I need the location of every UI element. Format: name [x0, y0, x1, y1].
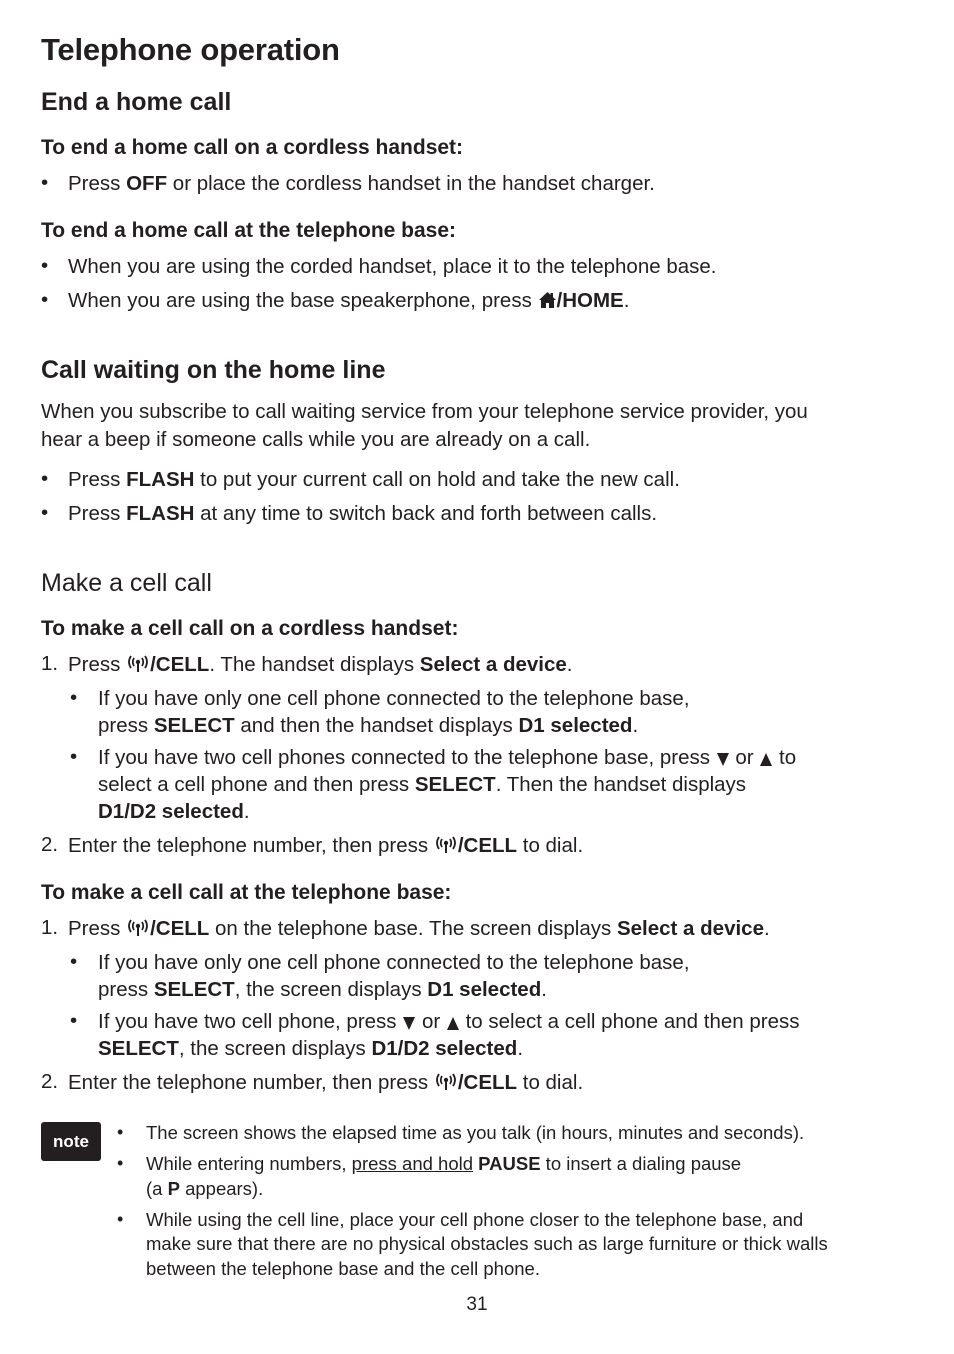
- subheading-end-base: To end a home call at the telephone base:: [41, 219, 457, 242]
- note-cell-line-line2: make sure that there are no physical obstacles such as large furniture or thick walls: [146, 1233, 828, 1254]
- bullet: •: [117, 1209, 124, 1229]
- bullet: •: [117, 1122, 124, 1142]
- cell-signal-icon: [434, 833, 458, 855]
- handset-step2: Enter the telephone number, then press /CELL to dial.: [68, 834, 584, 857]
- note-badge: note: [41, 1122, 101, 1161]
- handset-one-phone-line1: If you have only one cell phone connected to the telephone base,: [98, 687, 690, 710]
- step-number: 1.: [41, 916, 59, 939]
- step-number: 1.: [41, 652, 59, 675]
- home-icon: [538, 290, 557, 310]
- note-pause-line2: (a P appears).: [146, 1178, 264, 1199]
- bullet: •: [41, 467, 49, 490]
- up-arrow-icon: [759, 751, 773, 767]
- page-title: Telephone operation: [41, 32, 340, 67]
- handset-two-phones-line2: select a cell phone and then press SELECT. Then the handset displays: [98, 773, 747, 796]
- section-heading-call-waiting: Call waiting on the home line: [41, 356, 386, 384]
- down-arrow-icon: [402, 1015, 416, 1031]
- handset-step1: Press /CELL. The handset displays Select a device.: [68, 653, 573, 676]
- end-base-speaker-instruction: When you are using the base speakerphone, press /HOME.: [68, 289, 630, 312]
- up-arrow-icon: [446, 1015, 460, 1031]
- note-elapsed-time: The screen shows the elapsed time as you talk (in hours, minutes and seconds).: [146, 1122, 805, 1143]
- end-handset-instruction: Press OFF or place the cordless handset in the handset charger.: [68, 172, 655, 195]
- base-two-phones-line2: SELECT, the screen displays D1/D2 selected.: [98, 1037, 524, 1060]
- bullet: •: [70, 1009, 78, 1032]
- bullet: •: [117, 1153, 124, 1173]
- step-number: 2.: [41, 1070, 59, 1093]
- step-number: 2.: [41, 833, 59, 856]
- call-waiting-paragraph-line2: hear a beep if someone calls while you are already on a call.: [41, 428, 591, 451]
- call-waiting-paragraph-line1: When you subscribe to call waiting service from your telephone service provider, you: [41, 400, 808, 423]
- note-cell-line-line3: between the telephone base and the cell phone.: [146, 1258, 540, 1279]
- base-step2: Enter the telephone number, then press /CELL to dial.: [68, 1071, 584, 1094]
- bullet: •: [41, 171, 49, 194]
- base-one-phone-line2: press SELECT, the screen displays D1 selected.: [98, 978, 547, 1001]
- call-waiting-flash-instruction: Press FLASH to put your current call on hold and take the new call.: [68, 468, 680, 491]
- bullet: •: [70, 686, 78, 709]
- base-one-phone-line1: If you have only one cell phone connected to the telephone base,: [98, 951, 690, 974]
- bullet: •: [70, 745, 78, 768]
- subheading-cell-base: To make a cell call at the telephone base:: [41, 881, 452, 904]
- page-number: 31: [466, 1294, 488, 1315]
- section-heading-end-home-call: End a home call: [41, 88, 232, 116]
- down-arrow-icon: [716, 751, 730, 767]
- base-two-phones-line1: If you have two cell phone, press or to select a cell phone and then press: [98, 1010, 800, 1033]
- bullet: •: [41, 288, 49, 311]
- call-waiting-switch-instruction: Press FLASH at any time to switch back and forth between calls.: [68, 502, 658, 525]
- note-pause-line1: While entering numbers, press and hold PAUSE to insert a dialing pause: [146, 1153, 742, 1174]
- bullet: •: [41, 501, 49, 524]
- cell-signal-icon: [126, 652, 150, 674]
- cell-signal-icon: [126, 916, 150, 938]
- subheading-end-handset: To end a home call on a cordless handset:: [41, 136, 464, 159]
- cell-signal-icon: [434, 1070, 458, 1092]
- section-heading-make-cell-call: Make a cell call: [41, 569, 212, 597]
- base-step1: Press /CELL on the telephone base. The screen displays Select a device.: [68, 917, 770, 940]
- end-base-corded-instruction: When you are using the corded handset, place it to the telephone base.: [68, 255, 717, 278]
- handset-one-phone-line2: press SELECT and then the handset displays D1 selected.: [98, 714, 639, 737]
- handset-two-phones-line1: If you have two cell phones connected to the telephone base, press or to: [98, 746, 797, 769]
- bullet: •: [70, 950, 78, 973]
- subheading-cell-handset: To make a cell call on a cordless handset:: [41, 617, 459, 640]
- bullet: •: [41, 254, 49, 277]
- note-cell-line-line1: While using the cell line, place your cell phone closer to the telephone base, and: [146, 1209, 804, 1230]
- handset-two-phones-line3: D1/D2 selected.: [98, 800, 250, 823]
